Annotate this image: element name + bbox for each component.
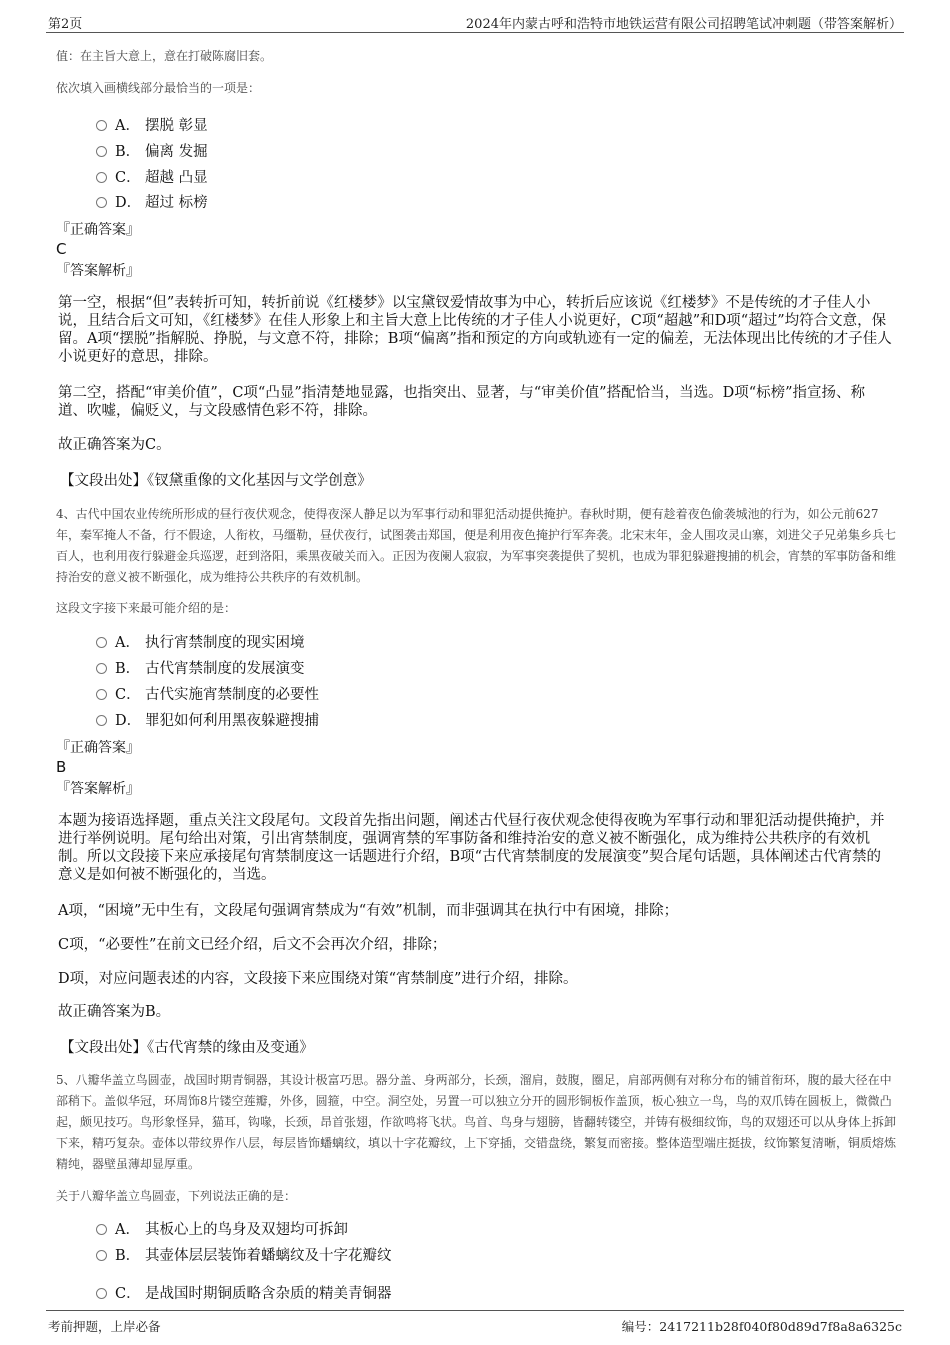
q3-intro-tail: 值：在主旨大意上，意在打破陈腐旧套。: [56, 49, 273, 63]
q4-analysis-p2: A项，“困境”无中生有，文段尾句强调宵禁成为“有效”机制，而非强调其在执行中有困境，排除；: [58, 903, 679, 919]
radio-icon[interactable]: [96, 637, 107, 648]
q3-option-a[interactable]: A． 摆脱 彰显: [96, 116, 208, 136]
q4-text: 4、古代中国农业传统所形成的昼行夜伏观念，使得夜深人静足以为军事行动和罪犯活动提供掩护。春秋时期，便有趁着夜色偷袭城池的行为，如公元前627年，秦军掩人不备，行不假途，人衔枚，马缰勒，昼伏夜行，试图袭击郑国，便是利用夜色掩护行军奔袭。北宋末年，金人围攻灵山寨，刘进父子兄弟集乡兵七百人，也利用夜行躲避金兵巡逻，赶到洛阳，乘黑夜破关而入。正因为夜阑人寂寂，为军事突袭提供了契机，也成为罪犯躲避搜捕的机会，宵禁的军事防备和维持治安的意义被不断强化，成为维持公共秩序的有效机制。: [56, 507, 897, 584]
q4-source: 【文段出处】《古代宵禁的缘由及变通》: [60, 1040, 314, 1056]
q3-option-b[interactable]: B． 偏离 发掘: [96, 142, 208, 162]
radio-icon[interactable]: [96, 1250, 107, 1261]
q4-analysis-p4: D项，对应问题表述的内容，文段接下来应围绕对策“宵禁制度”进行介绍，排除。: [58, 971, 578, 987]
q4-answer-label: 『正确答案』: [56, 740, 140, 756]
footer-serial: 编号：2417211b28f040f80d89d7f8a8a6325c: [621, 1319, 902, 1334]
q4-analysis-p1: 本题为接语选择题，重点关注文段尾句。文段首先指出问题，阐述古代昼行夜伏观念使得夜晚为军事行动和罪犯活动提供掩护，并进行举例说明。尾句给出对策，引出宵禁制度，强调宵禁的军事防备和维持治安的意义被不断强化，成为维持公共秩序的有效机制。所以文段接下来应承接尾句宵禁制度这一话题进行介绍，B项“古代宵禁制度的发展演变”契合尾句话题，具体阐述古代宵禁的意义是如何被不断强化的，当选。: [58, 813, 885, 883]
radio-icon[interactable]: [96, 663, 107, 674]
q5-text: 5、八瓣华盖立鸟圆壶，战国时期青铜器，其设计极富巧思。器分盖、身两部分，长颈，溜肩，鼓腹，圈足，肩部两侧有对称分布的铺首衔环，腹的最大径在中部稍下。盖似华冠，环周饰8片镂空莲瓣，外侈，圆箍，中空。洞空处，另置一可以独立分开的圆形铜板作盖顶，板心独立一鸟，鸟的双爪铸在圆板上，微微凸起，颇见技巧。鸟形象怪异，猫耳，钩喙，长颈，昂首张翅，作欲鸣将飞状。鸟首、鸟身与翅膀，皆翻转镂空，并铸有极细纹饰，鸟的双翅还可以从身体上拆卸下来，精巧复杂。壶体以带纹界作八层，每层皆饰蟠螭纹，填以十字花瓣纹，上下穿插，交错盘绕，繁复而密接。整体造型端庄挺拔，纹饰繁复清晰，铜质熔炼精纯，器壁虽薄却显厚重。: [56, 1073, 897, 1171]
q4-analysis-label: 『答案解析』: [56, 781, 140, 797]
q4-option-b[interactable]: B． 古代宵禁制度的发展演变: [96, 659, 305, 679]
radio-icon[interactable]: [96, 146, 107, 157]
radio-icon[interactable]: [96, 715, 107, 726]
q4-analysis-p5: 故正确答案为B。: [58, 1004, 171, 1020]
page-number: 第2页: [48, 17, 83, 32]
q3-option-d[interactable]: D． 超过 标榜: [96, 193, 208, 213]
radio-icon[interactable]: [96, 1288, 107, 1299]
q3-analysis-p1: 第一空，根据“但”表转折可知，转折前说《红楼梦》以宝黛钗爱情故事为中心，转折后应该说《红楼梦》不是传统的才子佳人小说，且结合后文可知，《红楼梦》在佳人形象上和主旨大意上比传统的才子佳人小说更好，C项“超越”和D项“超过”均符合文意，保留。A项“摆脱”指解脱、挣脱，与文意不符，排除；B项“偏离”指和预定的方向或轨迹有一定的偏差，无法体现出比传统的才子佳人小说更好的意思，排除。: [58, 295, 892, 365]
q5-option-c[interactable]: C． 是战国时期铜质略含杂质的精美青铜器: [96, 1284, 392, 1304]
radio-icon[interactable]: [96, 120, 107, 131]
footer-slogan: 考前押题，上岸必备: [48, 1319, 161, 1334]
q3-answer: C: [56, 240, 67, 258]
q3-source: 【文段出处】《钗黛重像的文化基因与文学创意》: [60, 473, 372, 489]
q5-option-a[interactable]: A． 其板心上的鸟身及双翅均可拆卸: [96, 1220, 348, 1240]
q5-prompt: 关于八瓣华盖立鸟圆壶，下列说法正确的是：: [56, 1189, 297, 1203]
q3-prompt: 依次填入画横线部分最恰当的一项是：: [56, 81, 261, 95]
q4-option-a[interactable]: A． 执行宵禁制度的现实困境: [96, 633, 305, 653]
q3-option-c[interactable]: C． 超越 凸显: [96, 168, 208, 188]
q3-analysis-p2: 第二空，搭配“审美价值”，C项“凸显”指清楚地显露，也指突出、显著，与“审美价值”搭配恰当，当选。D项“标榜”指宣扬、称道、吹嘘，偏贬义，与文段感情色彩不符，排除。: [58, 385, 866, 419]
q4-option-c[interactable]: C． 古代实施宵禁制度的必要性: [96, 685, 319, 705]
document-title: 2024年内蒙古呼和浩特市地铁运营有限公司招聘笔试冲刺题（带答案解析）: [465, 17, 902, 32]
q3-analysis-label: 『答案解析』: [56, 263, 140, 279]
radio-icon[interactable]: [96, 1224, 107, 1235]
q5-option-b[interactable]: B． 其壶体层层装饰着蟠螭纹及十字花瓣纹: [96, 1246, 392, 1266]
radio-icon[interactable]: [96, 689, 107, 700]
q4-answer: B: [56, 758, 67, 776]
page-footer: [46, 1310, 904, 1337]
q4-analysis-p3: C项，“必要性”在前文已经介绍，后文不会再次介绍，排除；: [58, 937, 447, 953]
q3-analysis-p3: 故正确答案为C。: [58, 437, 171, 453]
page-header: [46, 10, 904, 33]
radio-icon[interactable]: [96, 197, 107, 208]
q4-prompt: 这段文字接下来最可能介绍的是：: [56, 601, 237, 615]
q3-answer-label: 『正确答案』: [56, 222, 140, 238]
q4-option-d[interactable]: D． 罪犯如何利用黑夜躲避搜捕: [96, 711, 319, 731]
radio-icon[interactable]: [96, 172, 107, 183]
